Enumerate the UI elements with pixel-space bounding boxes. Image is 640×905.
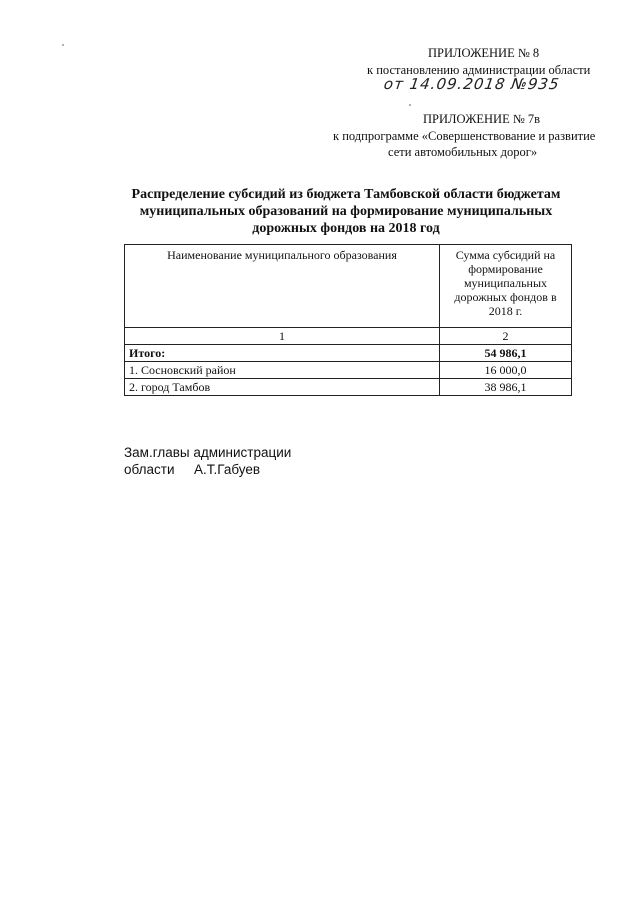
scan-speck	[409, 104, 411, 106]
document-title	[96, 186, 596, 237]
appendix-7v-heading: ПРИЛОЖЕНИЕ № 7в	[423, 112, 541, 126]
total-row	[125, 345, 572, 362]
col-number-2: 2	[440, 328, 572, 345]
handwritten-date-number: от 14.09.2018 №935	[382, 75, 561, 93]
appendix-8-heading: ПРИЛОЖЕНИЕ № 8	[428, 46, 540, 60]
table-header-row	[125, 245, 572, 328]
col1-header: Наименование муниципального образования	[125, 245, 440, 328]
col2-header-line: формирование	[468, 262, 543, 276]
col2-header-line: муниципальных	[463, 276, 548, 290]
row-value: 16 000,0	[440, 362, 572, 379]
signature-block	[124, 444, 291, 478]
row-name: 2. город Тамбов	[125, 379, 440, 396]
title-line-3: дорожных фондов на 2018 год	[252, 221, 440, 236]
column-number-row	[125, 328, 572, 345]
signature-position: Зам.главы администрации	[124, 445, 292, 460]
signature-region: области	[124, 462, 175, 477]
total-value: 54 986,1	[440, 345, 572, 362]
title-line-2: муниципальных образований на формирование муниципальных	[139, 204, 553, 219]
subprogram-reference-cont: сети автомобильных дорог»	[388, 145, 538, 159]
title-line-1: Распределение субсидий из бюджета Тамбовской области бюджетам	[131, 187, 561, 202]
signature-name: А.Т.Габуев	[194, 462, 261, 477]
row-name: 1. Сосновский район	[125, 362, 440, 379]
col2-header-line: Сумма субсидий на	[455, 248, 556, 262]
row-value: 38 986,1	[440, 379, 572, 396]
col2-header	[440, 245, 572, 328]
subsidy-table	[124, 244, 572, 396]
col-number-1: 1	[125, 328, 440, 345]
table-row	[125, 362, 572, 379]
table-row	[125, 379, 572, 396]
total-label: Итого:	[125, 345, 440, 362]
col2-header-line: дорожных фондов в	[454, 290, 557, 304]
col2-header-line: 2018 г.	[488, 304, 523, 318]
subprogram-reference: к подпрограмме «Совершенствование и развитие	[333, 129, 596, 143]
signature-line-2	[124, 461, 291, 478]
resolution-reference: к постановлению администрации области	[367, 63, 591, 77]
scan-speck	[62, 44, 64, 46]
